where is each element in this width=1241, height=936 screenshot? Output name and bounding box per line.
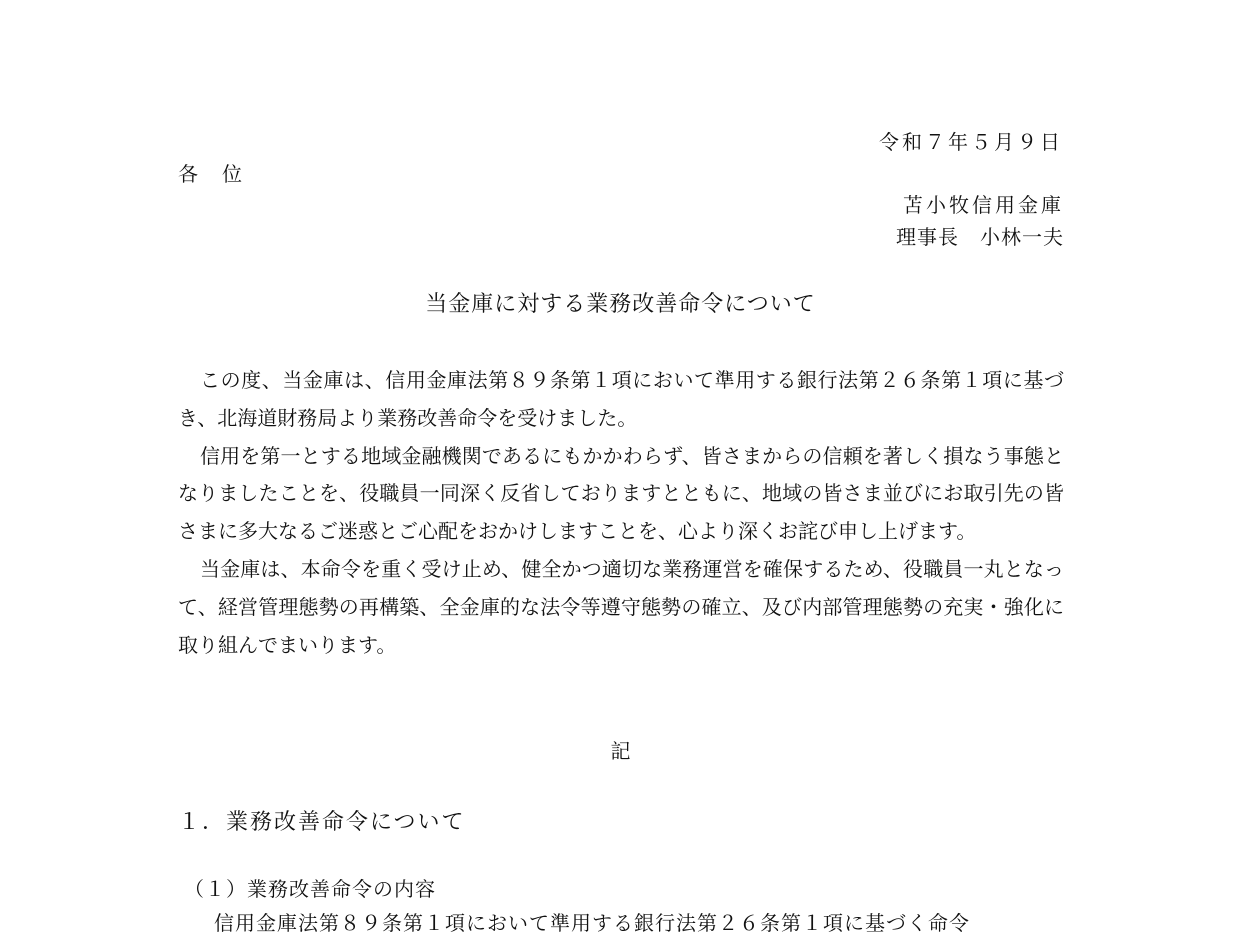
paragraph-2: 信用を第一とする地域金融機関であるにもかかわらず、皆さまからの信頼を著しく損なう事態となりましたことを、役職員一同深く反省しておりますとともに、地域の皆さま並びにお取引先の皆さまに多大なるご迷惑とご心配をおかけしますことを、心より深くお詫び申し上げます。 [178,443,1064,544]
paragraph-1: この度、当金庫は、信用金庫法第８９条第１項において準用する銀行法第２６条第１項に基づき、北海道財務局より業務改善命令を受けました。 [178,368,1064,430]
paragraph-3: 当金庫は、本命令を重く受け止め、健全かつ適切な業務運営を確保するため、役職員一丸となって、経営管理態勢の再構築、全金庫的な法令等遵守態勢の確立、及び内部管理態勢の充実・強化に取り組んでまいります。 [178,556,1064,657]
subsection-1-content: 信用金庫法第８９条第１項において準用する銀行法第２６条第１項に基づく命令 [214,911,970,935]
issuer-name: 理事長 小林一夫 [896,225,1064,249]
addressee: 各 位 [178,162,244,186]
subsection-1-heading: （１）業務改善命令の内容 [184,877,436,901]
section-1-heading: １．業務改善命令について [178,810,466,835]
document-title: 当金庫に対する業務改善命令について [425,292,816,317]
issuer-organization: 苫小牧信用金庫 [903,193,1064,217]
document-date: 令和７年５月９日 [879,130,1063,154]
document-body [178,362,1064,664]
ki-marker: 記 [610,739,631,763]
